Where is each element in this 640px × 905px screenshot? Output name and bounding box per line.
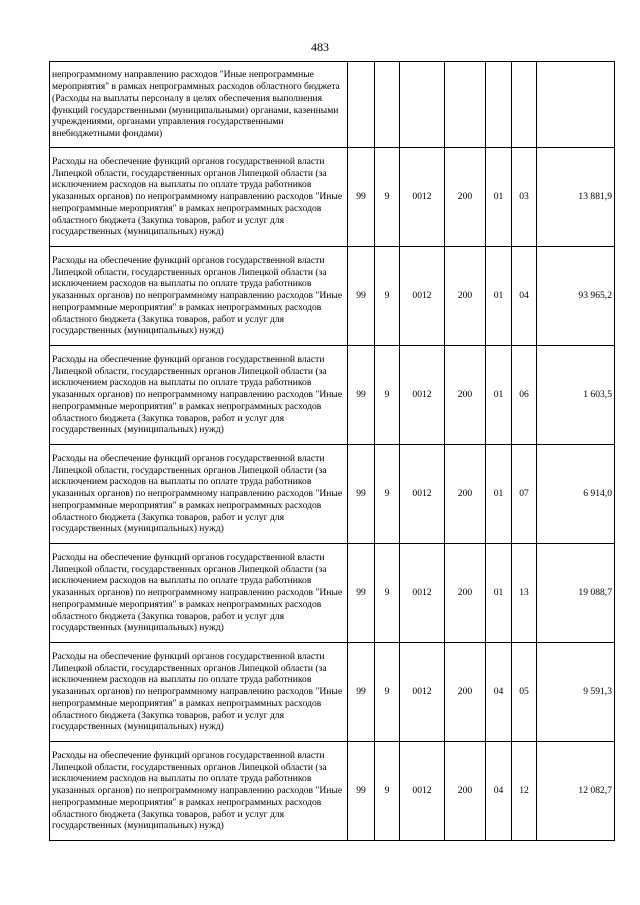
- program-code-cell: 99: [348, 148, 375, 247]
- subprogram-code-cell: 9: [375, 544, 400, 643]
- table-row: [50, 544, 615, 643]
- code-cell: [375, 62, 400, 148]
- description-cell: Расходы на обеспечение функций органов государственной власти Липецкой области, государственных органов Липецкой области (за исключением расходов на выплаты по оплате труда работников указанных органов) по непрограммному направлению расходов "Иные непрограммные мероприятия" в рамках непрограммных расходов областного бюджета (Закупка товаров, работ и услуг для государственных (муниципальных) нужд): [50, 346, 348, 445]
- expense-type-cell: 200: [445, 247, 486, 346]
- page-number: 483: [311, 40, 329, 54]
- subsection-cell: 07: [512, 445, 537, 544]
- subprogram-code-cell: 9: [375, 148, 400, 247]
- description-cell: непрограммному направлению расходов "Иные непрограммные мероприятия" в рамках непрограммных расходов областного бюджета (Расходы на выплаты персоналу в целях обеспечения выполнения функций государственными (муниципальными) органами, казенными учреждениями, органами управления государственными внебюджетными фондами): [50, 62, 348, 148]
- program-code-cell: 99: [348, 247, 375, 346]
- section-cell: 01: [486, 247, 512, 346]
- description-cell: Расходы на обеспечение функций органов государственной власти Липецкой области, государственных органов Липецкой области (за исключением расходов на выплаты по оплате труда работников указанных органов) по непрограммному направлению расходов "Иные непрограммные мероприятия" в рамках непрограммных расходов областного бюджета (Закупка товаров, работ и услуг для государственных (муниципальных) нужд): [50, 544, 348, 643]
- amount-cell: 93 965,2: [537, 247, 615, 346]
- expense-type-cell: 200: [445, 148, 486, 247]
- program-code-cell: 99: [348, 643, 375, 742]
- subprogram-code-cell: 9: [375, 643, 400, 742]
- code-cell: [348, 62, 375, 148]
- table-row: [50, 62, 615, 148]
- subsection-cell: 04: [512, 247, 537, 346]
- expense-type-cell: 200: [445, 544, 486, 643]
- direction-code-cell: 0012: [400, 742, 445, 841]
- description-cell: Расходы на обеспечение функций органов государственной власти Липецкой области, государственных органов Липецкой области (за исключением расходов на выплаты по оплате труда работников указанных органов) по непрограммному направлению расходов "Иные непрограммные мероприятия" в рамках непрограммных расходов областного бюджета (Закупка товаров, работ и услуг для государственных (муниципальных) нужд): [50, 148, 348, 247]
- table-body: [50, 62, 615, 841]
- section-cell: 01: [486, 445, 512, 544]
- code-cell: [400, 62, 445, 148]
- direction-code-cell: 0012: [400, 346, 445, 445]
- amount-cell: 6 914,0: [537, 445, 615, 544]
- section-cell: 01: [486, 544, 512, 643]
- section-cell: 01: [486, 148, 512, 247]
- budget-table: [49, 61, 615, 841]
- description-cell: Расходы на обеспечение функций органов государственной власти Липецкой области, государственных органов Липецкой области (за исключением расходов на выплаты по оплате труда работников указанных органов) по непрограммному направлению расходов "Иные непрограммные мероприятия" в рамках непрограммных расходов областного бюджета (Закупка товаров, работ и услуг для государственных (муниципальных) нужд): [50, 247, 348, 346]
- description-cell: Расходы на обеспечение функций органов государственной власти Липецкой области, государственных органов Липецкой области (за исключением расходов на выплаты по оплате труда работников указанных органов) по непрограммному направлению расходов "Иные непрограммные мероприятия" в рамках непрограммных расходов областного бюджета (Закупка товаров, работ и услуг для государственных (муниципальных) нужд): [50, 742, 348, 841]
- direction-code-cell: 0012: [400, 148, 445, 247]
- table-row: [50, 643, 615, 742]
- subsection-cell: 05: [512, 643, 537, 742]
- table-row: [50, 445, 615, 544]
- expense-type-cell: 200: [445, 643, 486, 742]
- program-code-cell: 99: [348, 742, 375, 841]
- section-cell: 04: [486, 742, 512, 841]
- code-cell: [445, 62, 486, 148]
- code-cell: [512, 62, 537, 148]
- table-row: [50, 247, 615, 346]
- subprogram-code-cell: 9: [375, 247, 400, 346]
- table-row: [50, 742, 615, 841]
- direction-code-cell: 0012: [400, 445, 445, 544]
- direction-code-cell: 0012: [400, 643, 445, 742]
- section-cell: 01: [486, 346, 512, 445]
- program-code-cell: 99: [348, 445, 375, 544]
- table-row: [50, 346, 615, 445]
- amount-cell: 13 881,9: [537, 148, 615, 247]
- program-code-cell: 99: [348, 544, 375, 643]
- subsection-cell: 03: [512, 148, 537, 247]
- section-cell: 04: [486, 643, 512, 742]
- amount-cell: [537, 62, 615, 148]
- table-row: [50, 148, 615, 247]
- direction-code-cell: 0012: [400, 544, 445, 643]
- amount-cell: 19 088,7: [537, 544, 615, 643]
- expense-type-cell: 200: [445, 346, 486, 445]
- amount-cell: 12 082,7: [537, 742, 615, 841]
- description-cell: Расходы на обеспечение функций органов государственной власти Липецкой области, государственных органов Липецкой области (за исключением расходов на выплаты по оплате труда работников указанных органов) по непрограммному направлению расходов "Иные непрограммные мероприятия" в рамках непрограммных расходов областного бюджета (Закупка товаров, работ и услуг для государственных (муниципальных) нужд): [50, 445, 348, 544]
- subsection-cell: 12: [512, 742, 537, 841]
- subsection-cell: 06: [512, 346, 537, 445]
- subsection-cell: 13: [512, 544, 537, 643]
- subprogram-code-cell: 9: [375, 346, 400, 445]
- code-cell: [486, 62, 512, 148]
- amount-cell: 1 603,5: [537, 346, 615, 445]
- direction-code-cell: 0012: [400, 247, 445, 346]
- program-code-cell: 99: [348, 346, 375, 445]
- expense-type-cell: 200: [445, 742, 486, 841]
- expense-type-cell: 200: [445, 445, 486, 544]
- amount-cell: 9 591,3: [537, 643, 615, 742]
- description-cell: Расходы на обеспечение функций органов государственной власти Липецкой области, государственных органов Липецкой области (за исключением расходов на выплаты по оплате труда работников указанных органов) по непрограммному направлению расходов "Иные непрограммные мероприятия" в рамках непрограммных расходов областного бюджета (Закупка товаров, работ и услуг для государственных (муниципальных) нужд): [50, 643, 348, 742]
- subprogram-code-cell: 9: [375, 445, 400, 544]
- subprogram-code-cell: 9: [375, 742, 400, 841]
